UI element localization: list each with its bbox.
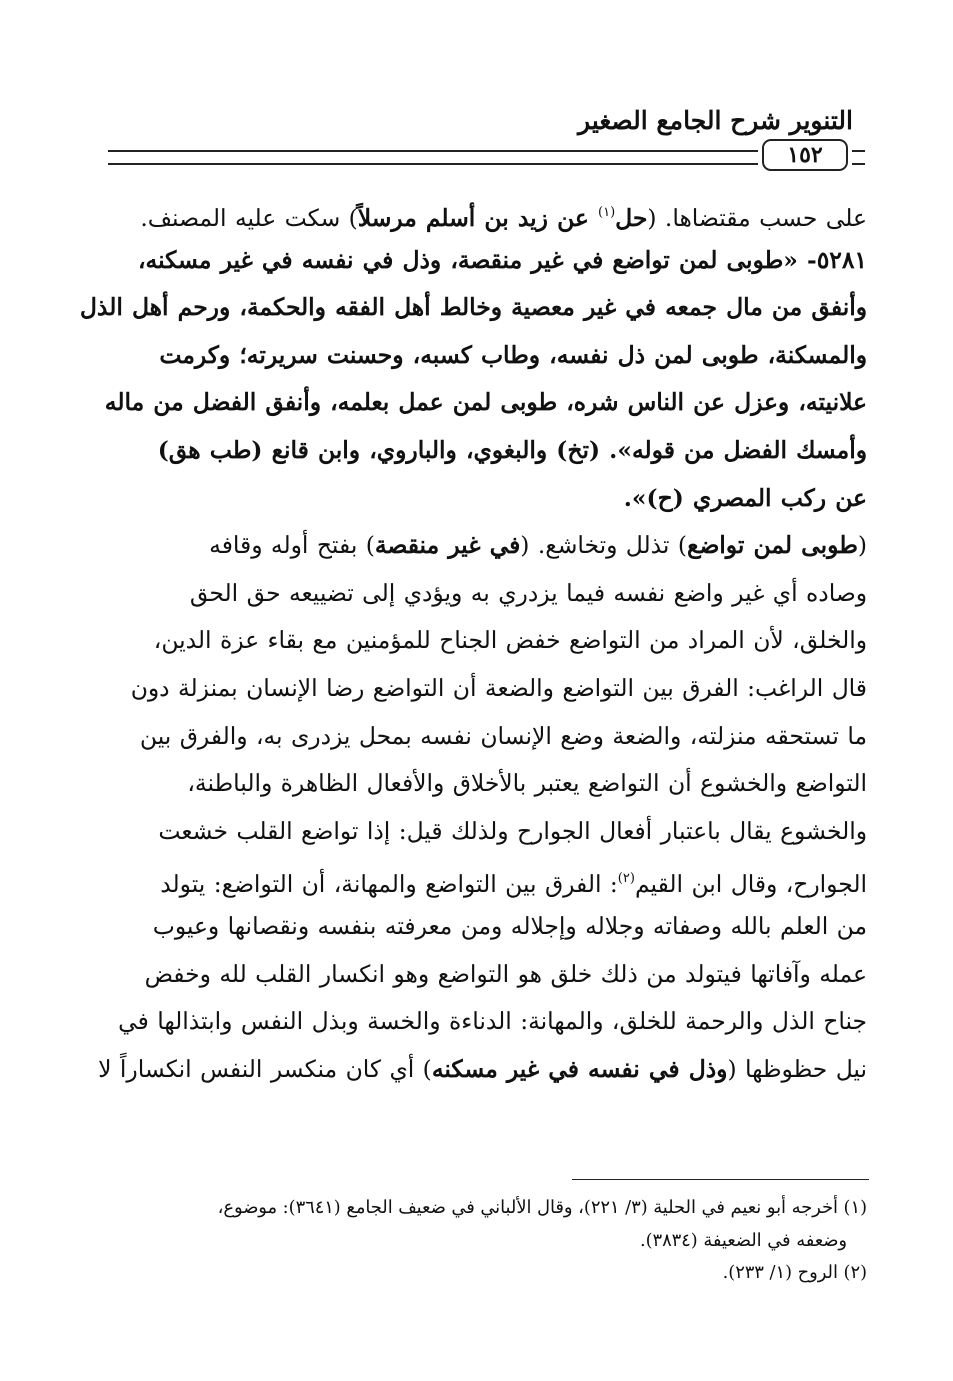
text-line [105,570,867,618]
bold-text: وأنفق من مال جمعه في غير معصية وخالط أهل الفقه والحكمة، ورحم أهل الذل [79,293,867,322]
footnotes [105,1192,867,1290]
text-line [105,665,867,713]
text-line [105,617,867,665]
text-segment: على حسب مقتضاها. ( [647,204,867,232]
bold-text: وذل في نفسه في غير مسكنه [431,1054,728,1083]
text-segment: ) تذلل وتخاشع. ( [520,531,687,560]
text-line [105,332,867,380]
text-line [105,713,867,761]
bold-text: والمسكنة، طوبى لمن ذل نفسه، وطاب كسبه، وحسنت سريرته؛ وكرمت [159,340,867,369]
text-line [105,998,867,1046]
text-segment: من العلم بالله وصفاته وجلاله وإجلاله ومن معرفته بنفسه ونقصانها وعيوب [152,911,867,940]
bold-text: علانيته، وعزل عن الناس شره، طوبى لمن عمل بعلمه، وأنفق الفضل من ماله [104,388,867,417]
text-line [105,379,867,427]
text-line [105,237,867,285]
bold-text: حل [615,204,648,232]
text-segment: قال الراغب: الفرق بين التواضع والضعة أن التواضع رضا الإنسان بمنزلة دون [130,673,867,702]
text-segment: والخلق، لأن المراد من التواضع خفض الجناح للمؤمنين مع بقاء عزة الدين، [153,626,867,655]
text-segment: وصاده أي غير واضع نفسه فيما يزدري به ويؤدي إلى تضييعه حق الحق [189,578,867,607]
text-line [105,475,867,523]
text-line [79,284,867,332]
text-segment: والخشوع يقال باعتبار أفعال الجوارح ولذلك قيل: إذا تواضع القلب خشعت [158,816,867,845]
text-line [105,951,867,999]
text-segment: ) بفتح أوله وقافه [209,531,375,560]
text-segment: ما تستحقه منزلته، والضعة وضع الإنسان نفسه بمحل يزدرى به، والفرق بين [139,721,867,750]
text-segment: التواضع والخشوع أن التواضع يعتبر بالأخلاق والأفعال الظاهرة والباطنة، [187,769,867,798]
running-title: التنوير شرح الجامع الصغير [578,106,853,135]
footnote-separator [572,1179,869,1180]
main-text [79,189,867,1093]
bold-text: عن زيد بن أسلم مرسلاً [357,204,599,232]
bold-text: وأمسك الفضل من قوله». (تخ) والبغوي، والباروي، وابن قانع (طب هق) [157,435,867,464]
text-line [105,760,867,808]
text-segment: ) أي كان منكسر النفس انكساراً لا [98,1054,432,1083]
text-line [98,1046,867,1094]
bold-text: عن ركب المصري (ح)». [623,483,867,512]
text-line [105,903,867,951]
bold-text: ٥٢٨١- «طوبى لمن تواضع في غير منقصة، وذل في نفسه في غير مسكنه، [137,245,867,274]
footnote-1-continuation: وضعفه في الضعيفة (٣٨٣٤). [639,1229,847,1251]
text-line [105,855,867,903]
bold-text: طوبى لمن تواضع [687,531,858,560]
footnote-2: (٢) الروح (١/ ٢٣٣). [722,1262,867,1283]
text-line [105,189,867,237]
text-segment: ) سكت عليه المصنف. [140,204,358,232]
header-rule-tail [852,150,865,165]
text-segment: ( [857,531,867,560]
footnote-marker: (١) [598,205,616,220]
text-segment: الجوارح، وقال ابن القيم [634,870,867,899]
text-segment: نيل حظوظها ( [727,1054,867,1083]
text-segment: : الفرق بين التواضع والمهانة، أن التواضع: يتولد [160,870,618,899]
text-segment: عمله وآفاتها فيتولد من ذلك خلق هو التواضع وهو انكسار القلب لله وخفض [144,959,867,988]
bold-text: في غير منقصة [374,531,521,560]
page-number: ١٥٢ [762,139,848,171]
text-line [105,808,867,856]
footnote-1: (١) أخرجه أبو نعيم في الحلية (٣/ ٢٢١)، وقال الألباني في ضعيف الجامع (٣٦٤١): موضوع، [217,1197,867,1218]
text-line [105,522,867,570]
footnote-marker: (٢) [617,871,635,887]
text-line [105,427,867,475]
text-segment: جناح الذل والرحمة للخلق، والمهانة: الدناءة والخسة وبذل النفس وابتذالها في [118,1007,867,1036]
header-double-rule [108,150,758,165]
